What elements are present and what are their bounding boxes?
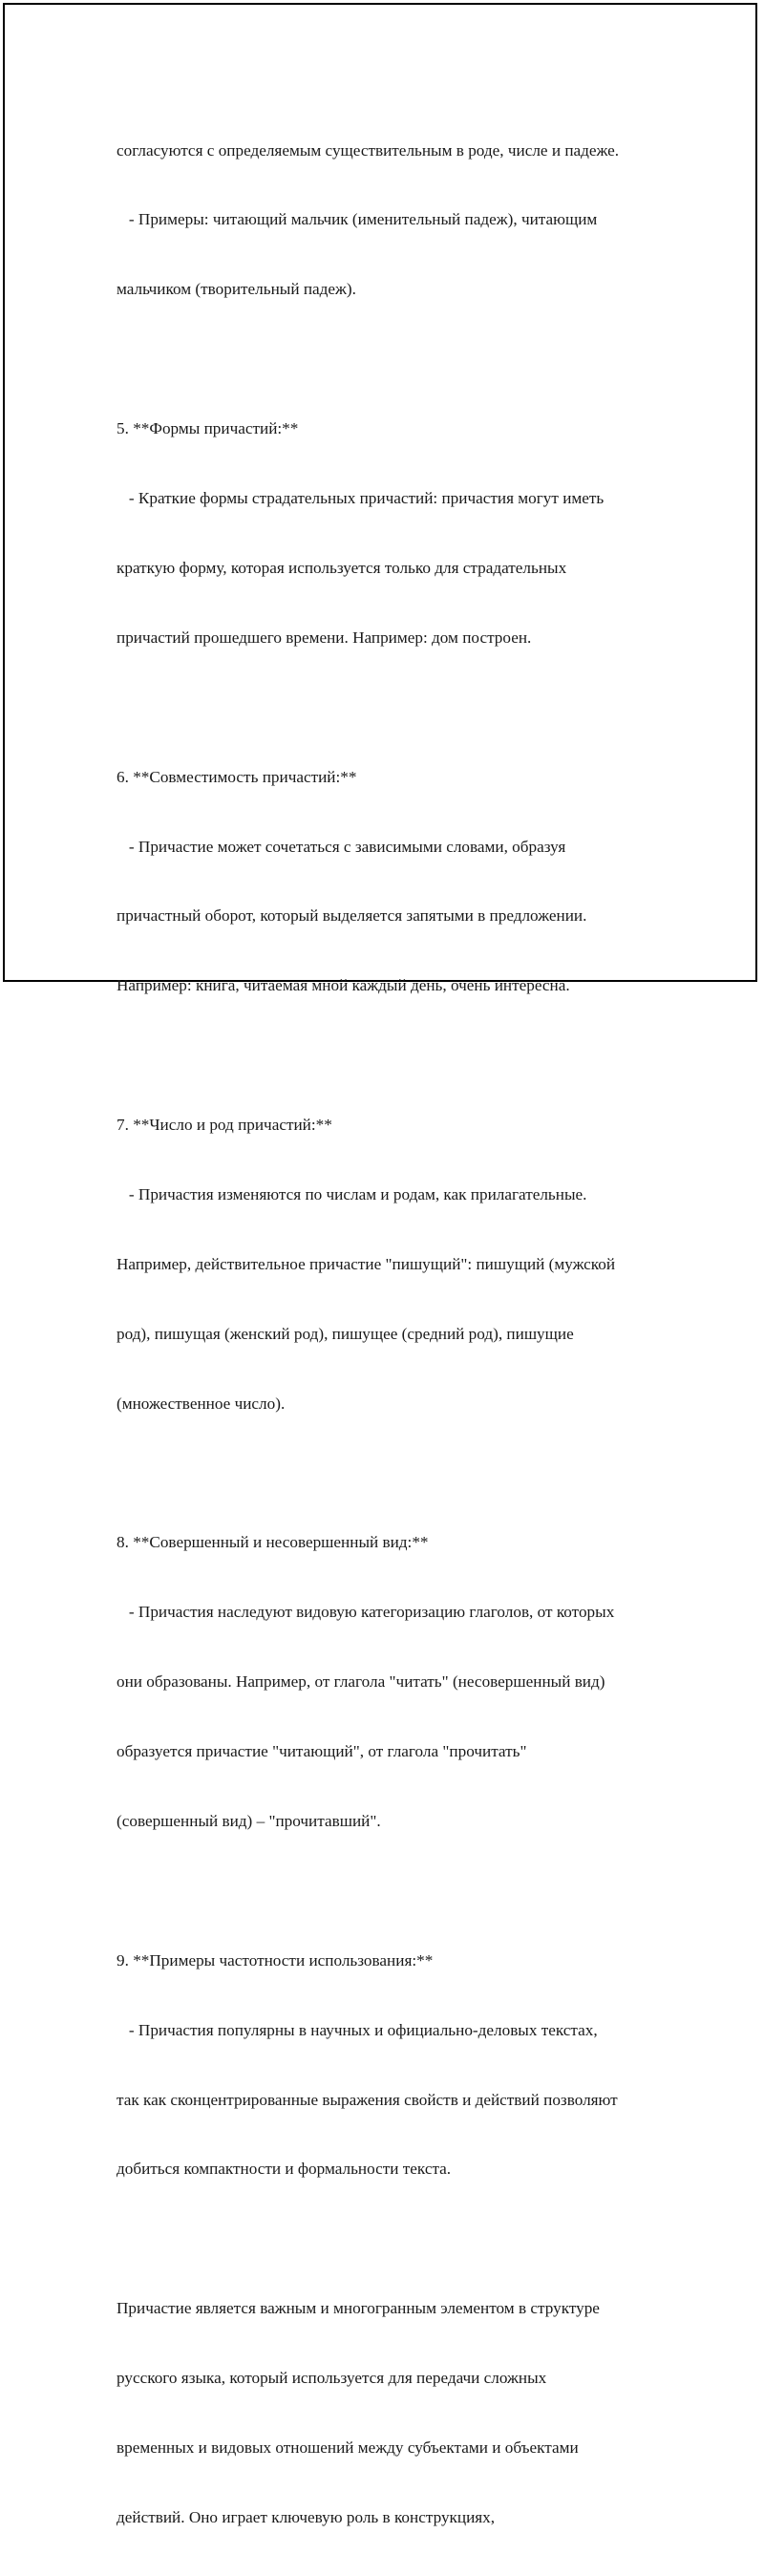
text-line: Например: книга, читаемая мной каждый день, очень интересна. — [117, 976, 570, 995]
text-line: - Причастия изменяются по числам и родам, как прилагательные. — [117, 1184, 587, 1203]
text-line: мальчиком (творительный падеж). — [117, 280, 356, 299]
text-line: причастный оборот, который выделяется запятыми в предложении. — [117, 906, 587, 926]
blank-line — [117, 1462, 690, 1485]
text-line: - Причастие может сочетаться с зависимыми словами, образуя — [117, 837, 566, 856]
section-heading: 7. **Число и род причастий:** — [117, 1116, 332, 1135]
text-line: (совершенный вид) – "прочитавший". — [117, 1811, 381, 1830]
blank-line — [117, 696, 690, 719]
page-frame — [3, 3, 757, 2526]
blank-line — [117, 1880, 690, 1903]
text-line: согласуются с определяемым существительным в роде, числе и падеже. — [117, 140, 620, 160]
text-line: - Причастия наследуют видовую категоризацию глаголов, от которых — [117, 1603, 615, 1622]
text-line: (множественное число). — [117, 1394, 286, 1413]
text-line: они образованы. Например, от глагола "читать" (несовершенный вид) — [117, 1672, 605, 1692]
text-line: добиться компактности и формальности текста. — [117, 2160, 452, 2179]
text-line: причастий прошедшего времени. Например: дом построен. — [117, 628, 532, 647]
text-line: Причастие является важным и многогранным элементом в структуре — [117, 2299, 600, 2318]
text-line: русского языка, который используется для передачи сложных — [117, 2369, 547, 2388]
section-heading: 5. **Формы причастий:** — [117, 419, 299, 438]
section-heading: 6. **Совместимость причастий:** — [117, 767, 357, 786]
text-line: временных и видовых отношений между субъектами и объектами — [117, 2438, 579, 2457]
text-line: - Краткие формы страдательных причастий: причастия могут иметь — [117, 489, 605, 508]
text-line: образуется причастие "читающий", от глагола "прочитать" — [117, 1742, 527, 1761]
text-line: так как сконцентрированные выражения свойств и действий позволяют — [117, 2090, 618, 2109]
text-line: - Примеры: читающий мальчик (именительный падеж), читающим — [117, 210, 598, 229]
blank-line — [117, 2227, 690, 2250]
blank-line — [117, 1044, 690, 1067]
text-line: - Причастия популярны в научных и официально-деловых текстах, — [117, 2020, 598, 2039]
section-heading: 9. **Примеры частотности использования:** — [117, 1950, 434, 1969]
text-line: Например, действительное причастие "пишущий": пишущий (мужской — [117, 1254, 616, 1273]
blank-line — [117, 348, 690, 371]
document-text — [117, 93, 690, 2576]
text-line: краткую форму, которая используется только для страдательных — [117, 558, 567, 577]
text-line: действий. Оно играет ключевую роль в конструкциях, — [117, 2507, 496, 2526]
text-line: род), пишущая (женский род), пишущее (средний род), пишущие — [117, 1324, 574, 1343]
section-heading: 8. **Совершенный и несовершенный вид:** — [117, 1533, 429, 1552]
